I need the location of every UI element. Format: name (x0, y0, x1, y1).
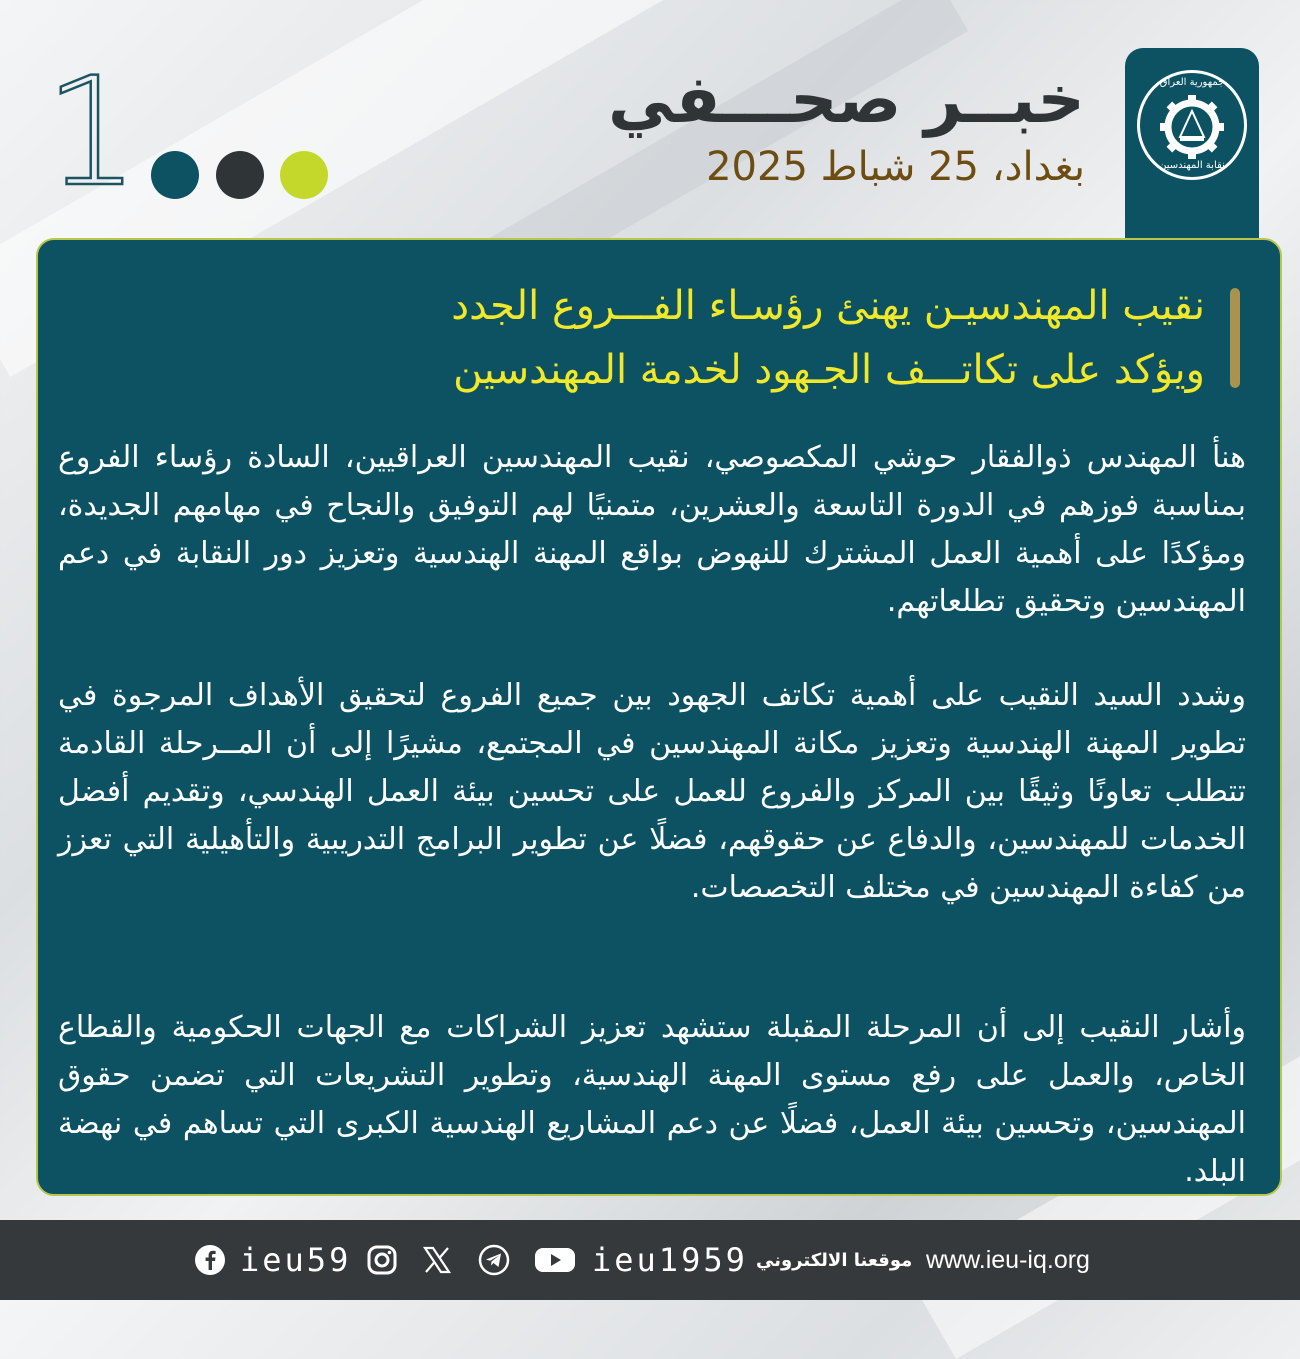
instagram-icon[interactable] (366, 1244, 398, 1276)
teal-dot (151, 151, 199, 199)
youtube-handle[interactable]: ieu1959 (592, 1241, 748, 1279)
article-headline (155, 274, 1205, 402)
footer-bar (0, 1220, 1300, 1300)
headline-line-1: نقيب المهندسيـن يهنئ رؤسـاء الفـــروع الجدد (451, 283, 1205, 329)
article-paragraph-2: وشدد السيد النقيب على أهمية تكاتف الجهود بين جميع الفروع لتحقيق الأهداف المرجوة في تطوير المهنة الهندسية وتعزيز مكانة المهندسين في المجتمع، مشيرًا إلى أن المــرحلة القادمة تتطلب تعاونًا وثيقًا بين المركز والفروع للعمل على تحسين بيئة العمل الهندسي، وتقديم أفضل الخدمات للمهندسين، والدفاع عن حقوقهم، فضلًا عن تطوير البرامج التدريبية والتأهيلية التي تعزز من كفاءة المهندسين في مختلف التخصصات. (58, 678, 1246, 905)
article-panel (36, 238, 1282, 1196)
headline-line-2: ويؤكد على تكاتـــف الجـهود لخدمة المهندسين (453, 347, 1205, 393)
x-icon[interactable] (421, 1244, 453, 1276)
lime-dot (280, 151, 328, 199)
youtube-icon[interactable] (534, 1244, 576, 1276)
press-release-title: خبــر صحـــفي (608, 61, 1085, 138)
press-release-date: بغداد، 25 شباط 2025 (706, 144, 1085, 190)
page-number: 1 (44, 46, 140, 220)
logo-text-bottom: نقابة المهندسين (1159, 160, 1225, 171)
facebook-icon[interactable] (194, 1244, 226, 1276)
facebook-handle[interactable]: ieu59 (240, 1241, 352, 1279)
logo-tab (1125, 48, 1259, 258)
dark-dot (216, 151, 264, 199)
union-logo (1137, 70, 1247, 180)
website-url[interactable]: www.ieu-iq.org (926, 1245, 1090, 1274)
telegram-icon[interactable] (478, 1244, 510, 1276)
logo-text-top: جمهورية العراق (1159, 77, 1225, 88)
headline-accent-bar (1230, 288, 1240, 388)
article-paragraph-3: وأشار النقيب إلى أن المرحلة المقبلة ستشهد تعزيز الشراكات مع الجهات الحكومية والقطاع الخاص، والعمل على رفع مستوى المهنة الهندسية، وتطوير التشريعات التي تضمن حقوق المهندسين، وتحسين بيئة العمل، فضلًا عن دعم المشاريع الهندسية الكبرى التي تساهم في نهضة البلد. (58, 1010, 1246, 1189)
website-label: موقعنا الالكتروني (756, 1249, 913, 1271)
article-paragraph-1: هنأ المهندس ذوالفقار حوشي المكصوصي، نقيب المهندسين العراقيين، السادة رؤساء الفروع بمناسبة فوزهم في الدورة التاسعة والعشرين، متمنيًا لهم التوفيق والنجاح في مهامهم الجديدة، ومؤكدًا على أهمية العمل المشترك للنهوض بواقع المهنة الهندسية وتعزيز دور النقابة في دعم المهندسين وتحقيق تطلعاتهم. (58, 440, 1246, 619)
